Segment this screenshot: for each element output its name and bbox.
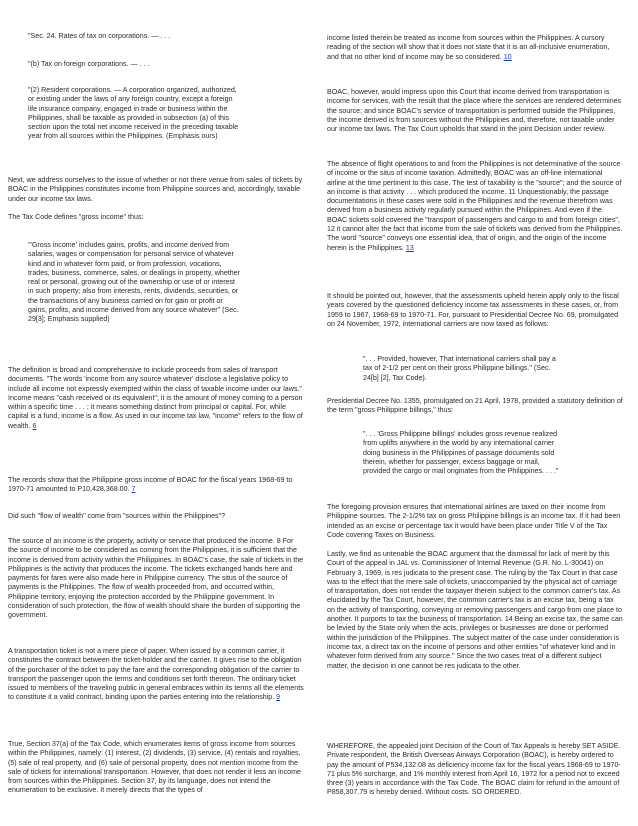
paragraph-issue: Next, we address ourselves to the issue of whether or not there venue from sales of tickets by BOAC in the Philippines constitutes income from Philippine sources and, accordingly, taxable under our income tax laws.: [8, 176, 303, 203]
paragraph-question: Did such "flow of wealth" come from "sources within the Philippines"?: [8, 512, 226, 520]
paragraph-income-definition: The definition is broad and comprehensive to include proceeds from sales of transport documents. "The words 'income from any source whatever' disclose a legislative policy to include all income not expressly exempted within the class of taxable income under our laws." Income means "cash received or its equivalent"; it is the amount of money coming to a person within a specific time . . . ; it means something distinct from principal or capital. For, while capital is a fund, income is a flow. As used in our income tax law, "income" refers to the flow of wealth. 6: [8, 366, 303, 430]
footnote-link[interactable]: 13: [405, 243, 414, 252]
paragraph-gpb-income-tax: The foregoing provision ensures that international airlines are taxed on their income from Philippine sources. The 2-1/2% tax on gross Philippine billings is an income tax. If it had been intended as an excise or percentage tax it would have been place under Title V of the Tax Code covering Taxes on Business.: [327, 503, 621, 539]
paragraph-absence-of-flights: The absence of flight operations to and from the Philippines is not determinative of the source of income or the situs of income taxation. Admittedly, BOAC was an off-line international airline at the time pertinent to this case. The test of taxability is the "source"; and the source of an income is that activity . . . which produced the income. 11 Unquestionably, the passage documentations in these cases were sold in the Philippines and the revenue therefrom was derived from a business activity regularly pursued within the Philippines. And even if the BOAC tickets sold covered the "transport of passengers and cargo to and from foreign cities", 12 it cannot alter the fact that income from the sale of tickets was derived from the Philippines. The word "source" conveys one essential idea, that of origin, and the origin of the income herein is the Philippines. 13: [327, 160, 623, 252]
paragraph-gross-income-intro: The Tax Code defines "gross income" thus:: [8, 213, 144, 221]
statute-quote-sec24: "Sec. 24. Rates of tax on corporations. — . . .: [28, 32, 171, 40]
statute-quote-resident-corp: "(2) Resident corporations. — A corporation organized, authorized, or existing under the laws of any foreign country, except a foreign life insurance company, engaged in trade or business within the Philippines, shall be taxable as provided in subsection (a) of this section upon the total net income received in the preceding taxable year from all sources within the Philippines. (Emphasis ours): [28, 86, 239, 141]
paragraph-transport-ticket: A transportation ticket is not a mere piece of paper. When issued by a common carrier, it constitutes the contract between the ticket-holder and the carrier. It gives rise to the obligation of the purchaser of the ticket to pay the fare and the corresponding obligation of the carrier to transport the passenger upon the terms and conditions set forth thereon. The ordinary ticket issued to members of the traveling public in general embraces within its terms all the elements to constitute it a valid contract, binding upon the parties entering into the relationship. 9: [8, 647, 304, 702]
footnote-link[interactable]: 6: [32, 421, 37, 430]
footnote-link[interactable]: 7: [131, 485, 136, 494]
paragraph-boac-argument: BOAC, however, would impress upon this Court that income derived from transportation is income for services, with the result that the place where the services are rendered determines the source; and since BOAC's service of transportation is performed outside the Philippines, the income derived is from sources without the Philippines and, therefore, not taxable under our income tax laws. The Tax Court upholds that stand in the joint Decision under review.: [327, 88, 622, 134]
paragraph-pd1355: Presidential Decree No. 1355, promulgated on 21 April, 1978, provided a statutory definition of the term "gross Philippine billings," thus:: [327, 397, 623, 415]
paragraph-enumeration: income listed therein be treated as income from sources within the Philippines. A cursory reading of the section will show that it does not state that it is an all-inclusive enumeration, and that no other kind of income may be so considered. 10: [327, 34, 610, 61]
paragraph-res-judicata: Lastly, we find as untenable the BOAC argument that the dismissal for lack of merit by this Court of the appeal in JAL vs. Commissioner of Internal Revenue (G.R. No. L-30041) on February 3, 1969, is res judicata to the present case. The ruling by the Tax Court in that case was to the effect that the mere sale of tickets, unaccompanied by the physical act of carriage of transportation, does not render the taxpayer therein subject to the common carrier's tax. As elucidated by the Tax Court, however, the common carrier's tax is an excise tax, being a tax on the activity of transporting, conveying or removing passengers and cargo from one place to another. It purports to tax the business of transportation. 14 Being an excise tax, the same can be levied by the State only when the acts, privileges or businesses are done or performed within the jurisdiction of the Philippines. The subject matter of the case under consideration is income tax, a direct tax on the income of persons and other entities "of whatever kind and in whatever form derived from any source." Since the two cases treat of a different subject matter, the decision in one cannot be res judicata to the other.: [327, 550, 623, 670]
paragraph-gross-income-records: The records show that the Philippine gross income of BOAC for the fiscal years 1968-69 to 1970-71 amounted to P10,428,368.00. 7: [8, 476, 293, 494]
statute-quote-pd69: ". . . Provided, however, That international carriers shall pay a tax of 2-1/2 per cent on their gross Philippine billings." (Sec. 24[b] [2], Tax Code).: [363, 355, 556, 382]
paragraph-section-37: True, Section 37(a) of the Tax Code, which enumerates items of gross income from sources within the Philippines, namely: (1) interest, (2) dividends, (3) service, (4) rentals and royalties, (5) sale of real property, and (6) sale of personal property, does not mention income from the sale of tickets for international transportation. However, that does not render it less an income from sources within the Philippines. Section 37, by its language, does not intend the enumeration to be exclusive. It merely directs that the types of: [8, 740, 301, 795]
paragraph-assessment-period: It should be pointed out, however, that the assessments upheld herein apply only to the fiscal years covered by the questioned deficiency income tax assessments in these cases, or, from 1959 to 1967, 1968-69 to 1970-71. For, pursuant to Presidential Decree No. 69, promulgated on 24 November, 1972, international carriers are now taxed as follows:: [327, 292, 619, 328]
statute-quote-gross-income: "'Gross income' includes gains, profits, and income derived from salaries, wages or compensation for personal service of whatever kind and in whatever form paid, or from profession, vocations, trades, business, commerce, sales, or dealings in property, whether real or personal, growing out of the ownership or use of or interest in such property; also from interests, rents, dividends, securities, or the transactions of any business carried on for gain or profit or gains, profits, and income derived from any source whatever" (Sec. 29[3]; Emphasis supplied): [28, 241, 240, 324]
statute-quote-foreign-corp: "(b) Tax on foreign corporations. — . . .: [28, 60, 150, 68]
statute-quote-gpb: ". . . 'Gross Philippine billings' includes gross revenue realized from uplifts anywhere in the world by any international carrier doing business in the Philippines of passage documents sold therein, whether for passenger, excess baggage or mail, provided the cargo or mail originates from the Philippines. . . .": [363, 430, 559, 476]
footnote-link[interactable]: 10: [503, 52, 512, 61]
paragraph-dispositive: WHEREFORE, the appealed joint Decision of the Court of Tax Appeals is hereby SET ASIDE. Private respondent, the British Overseas Airways Corporation (BOAC), is hereby ordered to pay the amount of P534,132.08 as deficiency income tax for the fiscal years 1968-69 to 1970-71 plus 5% surcharge, and 1% monthly interest from April 16, 1972 for a period not to exceed three (3) years in accordance with the Tax Code. The BOAC claim for refund in the amount of P858,307.79 is hereby denied. Without costs. SO ORDERED.: [327, 742, 621, 797]
paragraph-source-of-income: The source of an income is the property, activity or service that produced the income. 8 For the source of income to be considered as coming from the Philippines, it is sufficient that the income is derived from activity within the Philippines. In BOAC's case, the sale of tickets in the Philippines is the activity that produces the income. The tickets exchanged hands here and payments for fares were also made here in Philippine currency. The situs of the source of payments is the Philippines. The flow of wealth proceeded from, and occurred within, Philippine territory, enjoying the protection accorded by the Philippine government. In consideration of such protection, the flow of wealth should share the burden of supporting the government.: [8, 537, 304, 620]
footnote-link[interactable]: 9: [276, 693, 281, 702]
